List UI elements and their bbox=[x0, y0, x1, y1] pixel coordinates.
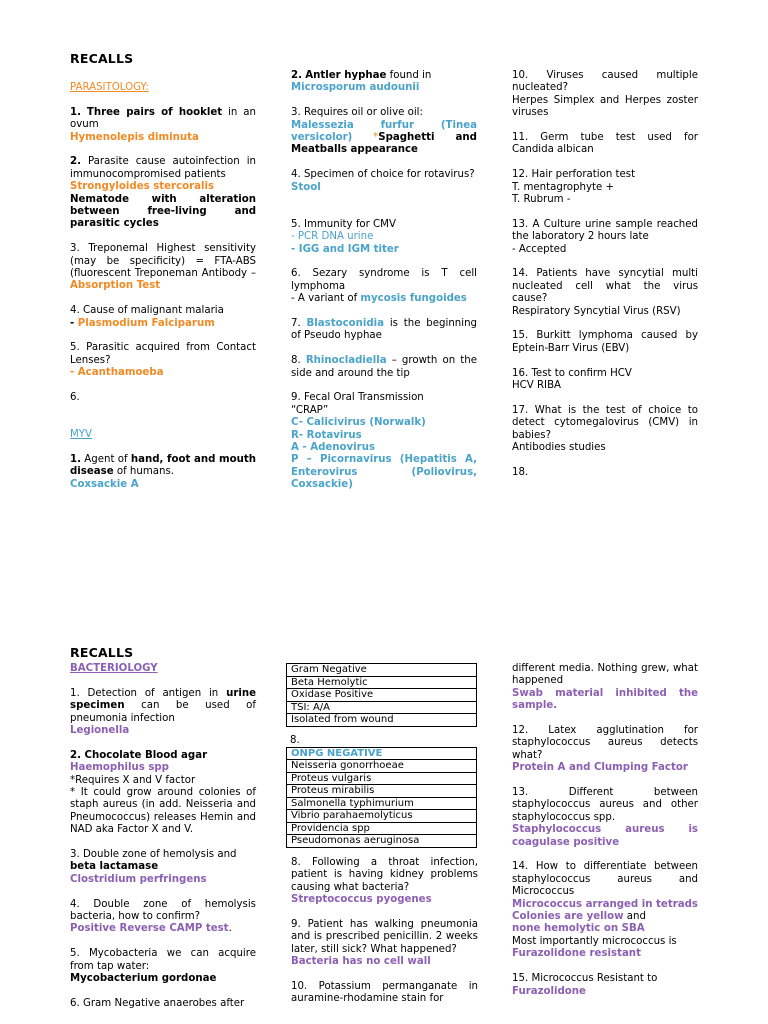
table-row: Providencia spp bbox=[287, 822, 477, 835]
answer-4b: Stool bbox=[291, 181, 321, 193]
question-12: 12. Hair perforation test bbox=[512, 169, 636, 181]
bact-answer-14b: Colonies are yellow bbox=[512, 911, 624, 923]
table-row: Proteus mirabilis bbox=[287, 785, 477, 798]
table-row: Salmonella typhimurium bbox=[287, 797, 477, 810]
table-header: ONPG NEGATIVE bbox=[287, 747, 477, 760]
bact-question-15: 15. Micrococcus Resistant to bbox=[512, 973, 658, 985]
bact-answer-14c: none hemolytic on SBA bbox=[512, 923, 645, 935]
question-6b: 6. Sezary syndrome is T cell lymphoma bbox=[291, 268, 477, 292]
question-3b: 3. Requires oil or olive oil: bbox=[291, 107, 423, 119]
bact-question-4: 4. Double zone of hemolysis bacteria, how to confirm? bbox=[70, 898, 256, 923]
bact-note-2b: * It could grow around colonies of staph aureus (in add. Neisseria and Pneumococcus) releases Hemin and NAD aka Factor X and V. bbox=[70, 787, 256, 836]
bact-answer-3: Clostridium perfringens bbox=[70, 873, 207, 885]
crap-p: P – Picornavirus (Hepatitis A, Enterovirus (Poliovirus, Coxsackie) bbox=[291, 454, 477, 491]
bact-answer-2: Haemophilus spp bbox=[70, 762, 169, 774]
answer-14: Respiratory Syncytial Virus (RSV) bbox=[512, 305, 681, 317]
bact-answer-4: Positive Reverse CAMP test bbox=[70, 923, 229, 935]
question-5b: 5. Immunity for CMV bbox=[291, 218, 396, 230]
question-13: 13. A Culture urine sample reached the laboratory 2 hours late bbox=[512, 218, 698, 243]
question-16: 16. Test to confirm HCV bbox=[512, 367, 632, 379]
bact-answer-12: Protein A and Clumping Factor bbox=[512, 762, 688, 774]
question-9b: 9. Fecal Oral Transmission bbox=[291, 392, 424, 404]
table-row: Vibrio parahaemolyticus bbox=[287, 810, 477, 823]
bacteriology-column-2 bbox=[286, 663, 478, 1018]
bact-answer-11: Swab material inhibited the sample. bbox=[512, 687, 698, 712]
bact-question-3: 3. Double zone of hemolysis and bbox=[70, 849, 237, 861]
bact-question-14: 14. How to differentiate between staphylococcus aureus and Micrococcus bbox=[512, 861, 698, 898]
characteristics-table bbox=[286, 663, 477, 727]
answer-5b-2: - IGG and IGM titer bbox=[291, 243, 399, 255]
crap-a: A - Adenovirus bbox=[291, 442, 376, 454]
bact-question-11: different media. Nothing grew, what happened bbox=[512, 663, 698, 687]
bact-answer-14a: Micrococcus arranged in tetrads bbox=[512, 898, 698, 910]
bact-answer-14d: Furazolidone resistant bbox=[512, 948, 641, 960]
answer-12a: T. mentagrophyte + bbox=[512, 181, 615, 193]
crap-label: “CRAP” bbox=[291, 404, 329, 416]
section-heading-parasitology: PARASITOLOGY: bbox=[70, 82, 149, 93]
bact-question-1: 1. Detection of antigen in urine specimen can be used of pneumonia infection bbox=[70, 687, 256, 724]
table-row: Neisseria gonorrhoeae bbox=[287, 760, 477, 773]
table-row: Proteus vulgaris bbox=[287, 772, 477, 785]
answer-12b: T. Rubrum - bbox=[512, 194, 571, 206]
answer-2b: Microsporum audounii bbox=[291, 82, 420, 94]
answer-17: Antibodies studies bbox=[512, 442, 606, 454]
table-row: TSI: A/A bbox=[287, 701, 477, 714]
section-heading-myv: MYV bbox=[70, 429, 92, 441]
question-6: 6. bbox=[70, 392, 80, 404]
question-5: 5. Parasitic acquired from Contact Lenses? bbox=[70, 342, 256, 366]
onpg-table bbox=[286, 747, 477, 848]
table-row: Beta Hemolytic bbox=[287, 676, 477, 689]
question-1: 1. Three pairs of hooklet in an ovum bbox=[70, 106, 256, 131]
bact-answer-5: Mycobacterium gordonae bbox=[70, 973, 217, 985]
bact-question-10: 10. Potassium permanganate in auramine-rhodamine stain for bbox=[291, 980, 478, 1005]
bact-question-12: 12. Latex agglutination for staphylococcus aureus detects what? bbox=[512, 725, 698, 761]
bact-question-5: 5. Mycobacteria we can acquire from tap water: bbox=[70, 948, 256, 972]
table-number: 8. bbox=[290, 734, 300, 746]
answer-1: Hymenolepis diminuta bbox=[70, 131, 199, 143]
answer-6b: mycosis fungoides bbox=[360, 293, 467, 305]
parasitology-column: PARASITOLOGY: 1. Three pairs of hooklet in an ovum Hymenolepis diminuta 2. Parasite cause autoinfection in immunocompromised patients Strongyloides stercoralis Nematode with alteration between free-living and parasitic cycles 3. Treponemal Highest sensitivity (may be specificity) = FTA-ABS (fluorescent Treponeman Antibody – Absorption Test 4. Cause of malignant malaria - Plasmodium Falciparum 5. Parasitic acquired from Contact Lenses? - Acanthamoeba 6. MYV 1. Agent of hand, foot and mouth disease of humans. Coxsackie A bbox=[70, 82, 256, 490]
bact-question-13: 13. Different between staphylococcus aureus and other staphylococcus spp. bbox=[512, 787, 698, 823]
table-row: Oxidase Positive bbox=[287, 689, 477, 702]
answer-5b-1: - PCR DNA urine bbox=[291, 231, 374, 243]
answer-16: HCV RIBA bbox=[512, 380, 562, 392]
answer-3b: Malessezia furfur (Tinea versicolor) bbox=[291, 119, 477, 144]
bact-answer-15: Furazolidone bbox=[512, 985, 586, 997]
question-10: 10. Viruses caused multiple nucleated? bbox=[512, 70, 698, 94]
page-title-2: RECALLS bbox=[70, 645, 134, 660]
question-17: 17. What is the test of choice to detect cytomegalovirus (CMV) in babies? bbox=[512, 404, 698, 441]
bact-answer-8: Streptococcus pyogenes bbox=[291, 894, 432, 906]
page-title: RECALLS bbox=[70, 51, 134, 66]
myv-answer-1: Coxsackie A bbox=[70, 478, 139, 490]
answer-13: - Accepted bbox=[512, 243, 567, 255]
question-18: 18. bbox=[512, 466, 529, 478]
bact-note-14: Most importantly micrococcus is bbox=[512, 935, 677, 947]
question-4b: 4. Specimen of choice for rotavirus? bbox=[291, 169, 475, 181]
question-8b: 8. Rhinocladiella – growth on the side and around the tip bbox=[291, 355, 477, 379]
answer-4: Plasmodium Falciparum bbox=[77, 317, 215, 329]
crap-r: R- Rotavirus bbox=[291, 429, 362, 441]
question-2b: 2. Antler hyphae found in bbox=[291, 70, 432, 81]
bact-answer-13: Staphylococcus aureus is coagulase positive bbox=[512, 824, 698, 848]
crap-c: C- Calicivirus (Norwalk) bbox=[291, 417, 426, 429]
question-2: 2. Parasite cause autoinfection in immunocompromised patients bbox=[70, 156, 256, 180]
question-4: 4. Cause of malignant malaria bbox=[70, 305, 224, 317]
bacteriology-column-3: different media. Nothing grew, what happened Swab material inhibited the sample. 12. Latex agglutination for staphylococcus aureus detects what? Protein A and Clumping Factor 13. Different between staphylococcus aureus and other staphylococcus spp. Staphylococcus aureus is coagulase positive 14. How to differentiate between staphylococcus aureus and Micrococcus Micrococcus arranged in tetrads Colonies are yellow and none hemolytic on SBA Most importantly micrococcus is Furazolidone resistant 15. Micrococcus Resistant to Furazolidone bbox=[512, 663, 698, 997]
bact-question-8: 8. Following a throat infection, patient is having kidney problems causing what bacteria? bbox=[291, 856, 478, 893]
question-15: 15. Burkitt lymphoma caused by Eptein-Barr Virus (EBV) bbox=[512, 330, 698, 354]
bacteriology-column: BACTERIOLOGY 1. Detection of antigen in urine specimen can be used of pneumonia infection Legionella 2. Chocolate Blood agar Haemophilus spp *Requires X and V factor * It could grow around colonies of staph aureus (in add. Neisseria and Pneumococcus) releases Hemin and NAD aka Factor X and V. 3. Double zone of hemolysis and beta lactamase Clostridium perfringens 4. Double zone of hemolysis bacteria, how to confirm? Positive Reverse CAMP test. 5. Mycobacteria we can acquire from tap water: Mycobacterium gordonae 6. Gram Negative anaerobes after bbox=[70, 663, 256, 1009]
bact-answer-9: Bacteria has no cell wall bbox=[291, 956, 431, 968]
question-3: 3. Treponemal Highest sensitivity (may be specificity) = FTA-ABS (fluorescent Treponeman Antibody – Absorption Test bbox=[70, 243, 256, 292]
myv-question-1: 1. Agent of hand, foot and mouth disease of humans. bbox=[70, 454, 256, 478]
question-14: 14. Patients have syncytial multi nucleated cell what the virus cause? bbox=[512, 268, 698, 305]
bact-question-9: 9. Patient has walking pneumonia and is prescribed penicillin. 2 weeks later, still sick? What happened? bbox=[291, 918, 478, 955]
virology-column bbox=[512, 70, 698, 492]
answer-2-note: Nematode with alteration between free-living and parasitic cycles bbox=[70, 193, 256, 230]
mycology-column: 2. Antler hyphae found in Microsporum audounii 3. Requires oil or olive oil: Malessezia furfur (Tinea versicolor) *Spaghetti and Meatballs appearance 4. Specimen of choice for rotavirus? Stool 5. Immunity for CMV - PCR DNA urine - IGG and IGM titer 6. Sezary syndrome is T cell lymphoma - A variant of mycosis fungoides 7. Blastoconidia is the beginning of Pseudo hyphae 8. Rhinocladiella – growth on the side and around the tip 9. Fecal Oral Transmission “CRAP” C- Calicivirus (Norwalk) R- Rotavirus A - Adenovirus P – Picornavirus (Hepatitis A, Enterovirus (Poliovirus, Coxsackie) bbox=[291, 70, 477, 491]
table-row: Pseudomonas aeruginosa bbox=[287, 835, 477, 848]
table-row: Isolated from wound bbox=[287, 714, 477, 727]
answer-5: - Acanthamoeba bbox=[70, 367, 164, 379]
answer-2: Strongyloides stercoralis bbox=[70, 181, 215, 193]
table-row: Gram Negative bbox=[287, 664, 477, 677]
section-heading-bacteriology: BACTERIOLOGY bbox=[70, 663, 158, 674]
bact-question-2: 2. Chocolate Blood agar bbox=[70, 749, 208, 761]
answer-10: Herpes Simplex and Herpes zoster viruses bbox=[512, 94, 698, 119]
bact-question-6: 6. Gram Negative anaerobes after bbox=[70, 997, 245, 1009]
bact-answer-1: Legionella bbox=[70, 725, 130, 737]
question-7b: 7. Blastoconidia is the beginning of Pseudo hyphae bbox=[291, 318, 477, 342]
question-11: 11. Germ tube test used for Candida albican bbox=[512, 132, 698, 156]
bact-note-2a: *Requires X and V factor bbox=[70, 774, 196, 786]
